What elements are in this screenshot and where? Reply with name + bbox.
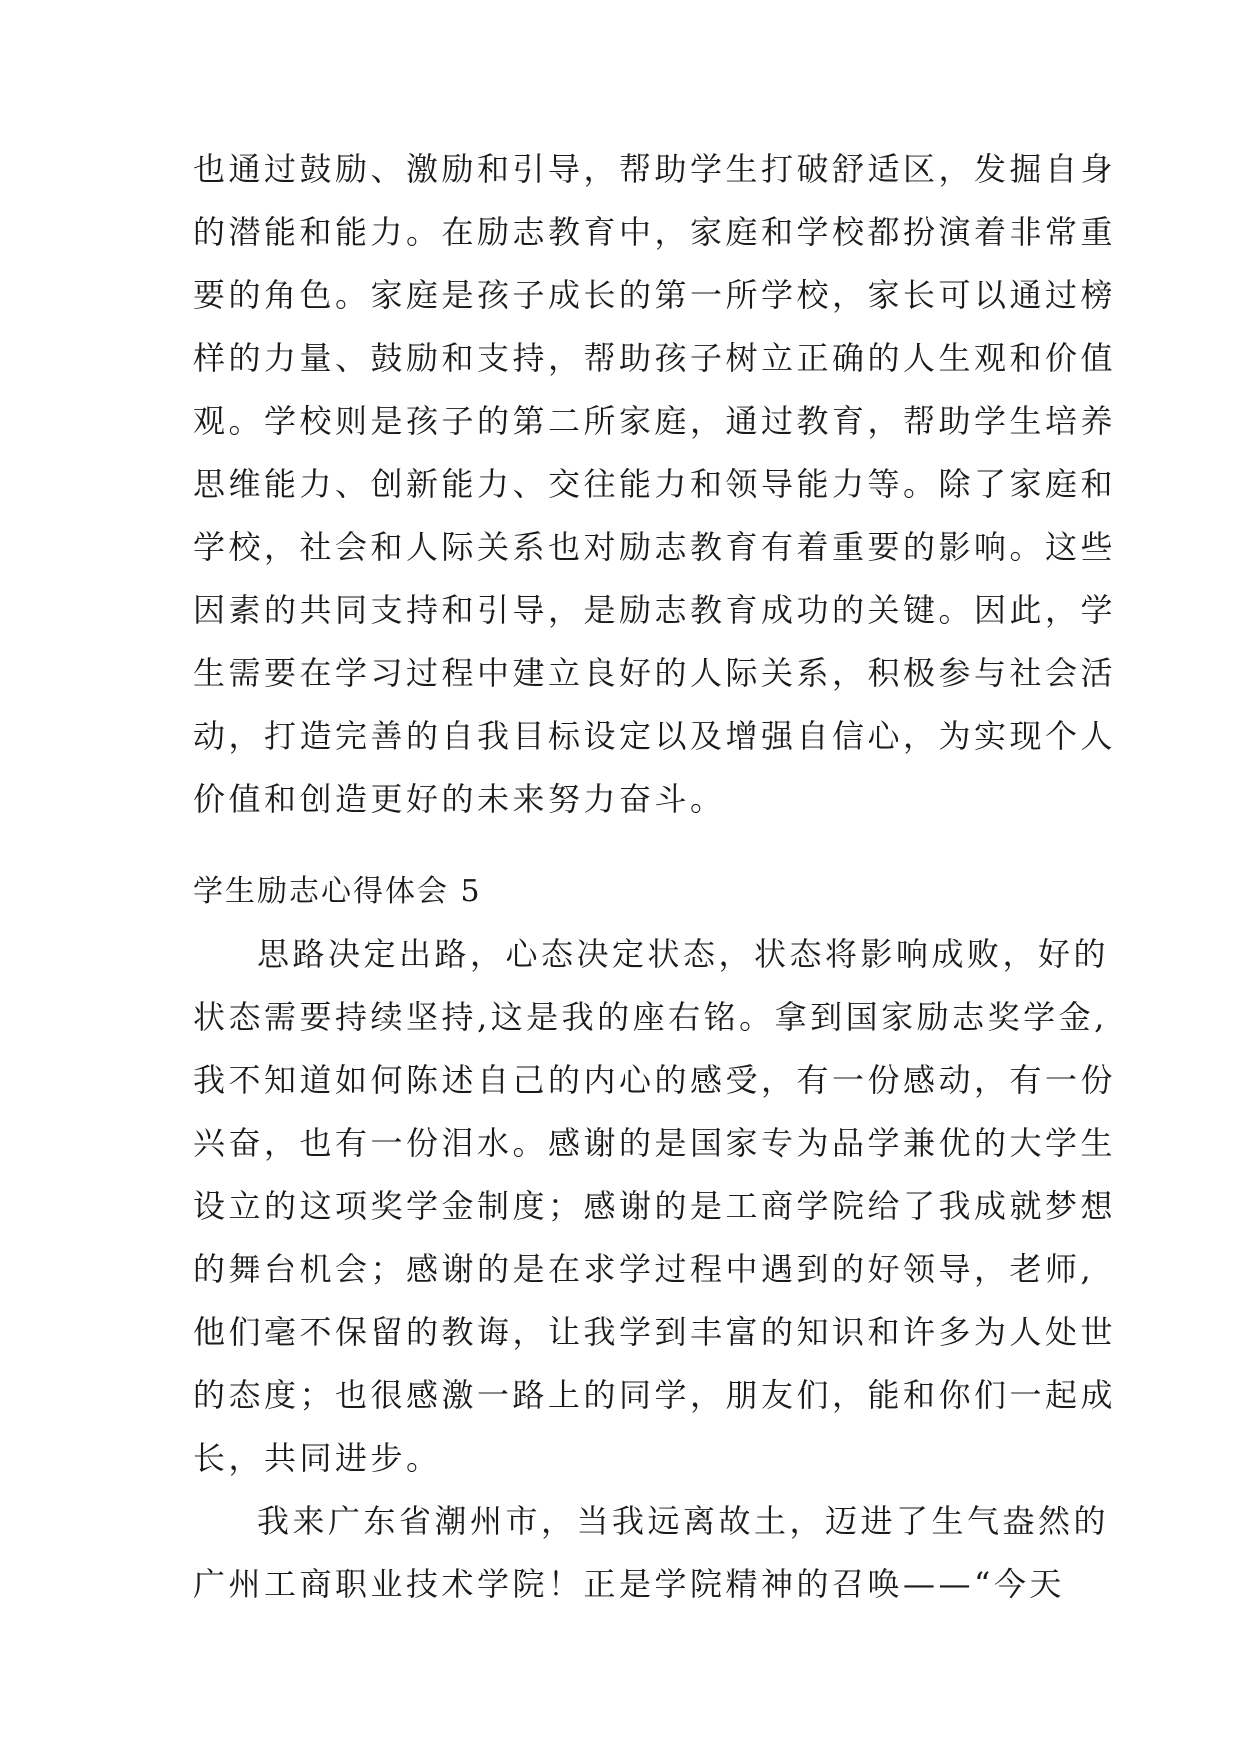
text-line: 观。学校则是孩子的第二所家庭，通过教育，帮助学生培养: [193, 402, 1117, 440]
text-line: 价值和创造更好的未来努力奋斗。: [193, 780, 726, 818]
text-line: 兴奋，也有一份泪水。感谢的是国家专为品学兼优的大学生: [193, 1124, 1117, 1162]
text-line: 也通过鼓励、激励和引导，帮助学生打破舒适区，发掘自身: [193, 150, 1117, 188]
paragraph-1: [193, 923, 1117, 1490]
text-line: 状态需要持续坚持,这是我的座右铭。拿到国家励志奖学金,: [193, 998, 1108, 1036]
text-line: 生需要在学习过程中建立良好的人际关系，积极参与社会活: [193, 654, 1117, 692]
text-line: 思维能力、创新能力、交往能力和领导能力等。除了家庭和: [193, 465, 1117, 503]
text-line: 的态度；也很感激一路上的同学，朋友们，能和你们一起成: [193, 1376, 1117, 1414]
previous-section-text: [193, 138, 1117, 831]
text-line: 我来广东省潮州市，当我远离故土，迈进了生气盎然的: [257, 1502, 1110, 1540]
text-line: 设立的这项奖学金制度；感谢的是工商学院给了我成就梦想: [193, 1187, 1117, 1225]
text-line: 学校，社会和人际关系也对励志教育有着重要的影响。这些: [193, 528, 1117, 566]
text-line: 的舞台机会；感谢的是在求学过程中遇到的好领导，老师,: [193, 1250, 1095, 1288]
section-heading: 学生励志心得体会 5: [193, 874, 482, 909]
text-line: 动，打造完善的自我目标设定以及增强自信心，为实现个人: [193, 717, 1117, 755]
text-line: 长，共同进步。: [193, 1439, 442, 1477]
text-line: 他们毫不保留的教诲，让我学到丰富的知识和许多为人处世: [193, 1313, 1117, 1351]
text-line: 要的角色。家庭是孩子成长的第一所学校，家长可以通过榜: [193, 276, 1117, 314]
text-line: 广州工商职业技术学院！正是学院精神的召唤——“今天: [193, 1565, 1065, 1603]
text-line: 因素的共同支持和引导，是励志教育成功的关键。因此，学: [193, 591, 1117, 629]
text-line: 思路决定出路，心态决定状态，状态将影响成败，好的: [257, 935, 1110, 973]
paragraph-2: [193, 1490, 1110, 1616]
text-line: 样的力量、鼓励和支持，帮助孩子树立正确的人生观和价值: [193, 339, 1117, 377]
text-line: 的潜能和能力。在励志教育中，家庭和学校都扮演着非常重: [193, 213, 1117, 251]
section-5: [193, 860, 1117, 1616]
text-line: 我不知道如何陈述自己的内心的感受，有一份感动，有一份: [193, 1061, 1117, 1099]
